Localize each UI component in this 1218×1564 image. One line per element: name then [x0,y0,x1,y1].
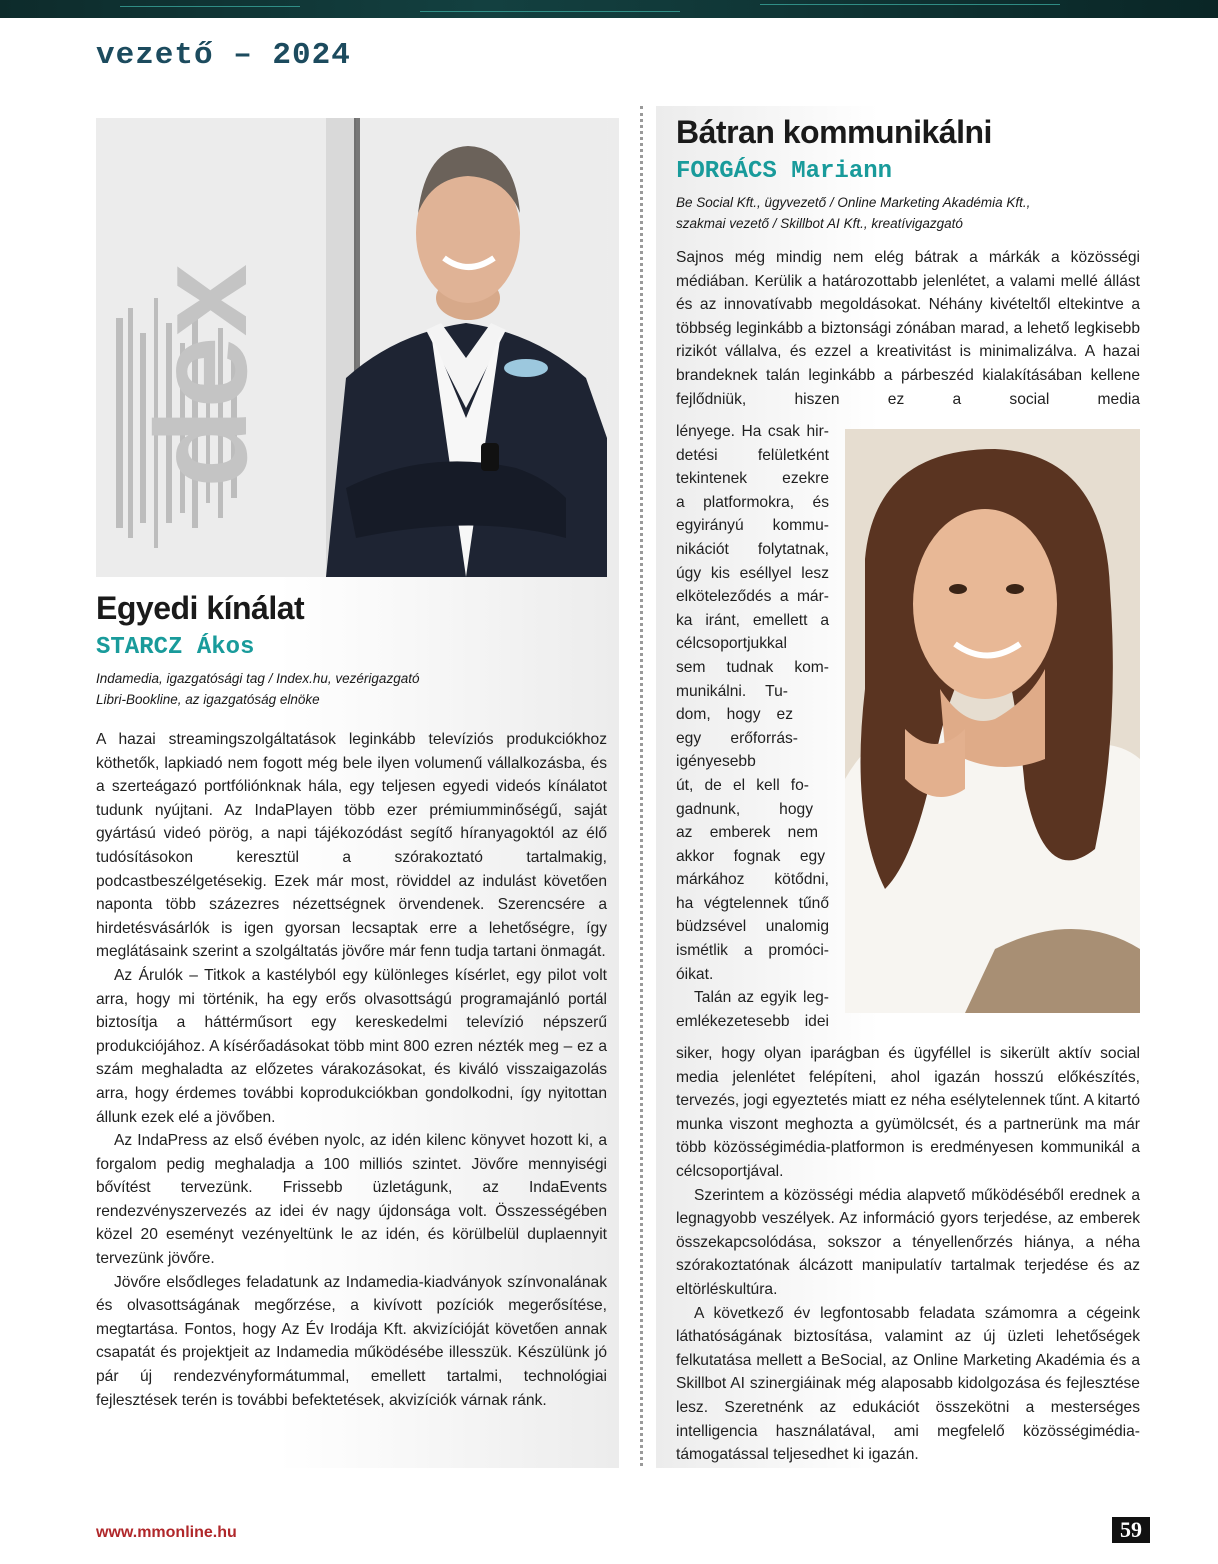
text-line: Talán az egyik leg- [694,989,829,1007]
text-line: sem tudnak kom- [676,658,829,676]
text-line: elköteleződés a már- [676,588,829,606]
text-line: büdzsével unalomig [676,918,829,936]
text-line: egyirányú kommu- [676,517,829,535]
left-article-role [96,668,419,710]
paragraph: Jövőre elsődleges feladatunk az Indamedia-kiadványok színvonalának és olvasottságának megőrzése, a kivívott pozíciók megerősítése, megtartása. Fontos, hogy Az Év Irodája Kft. akvizícióját követően annak csapatát és projektjeit az Indamedia működésébe illesszük. Készülünk jó pár új rendezvényformátummal, emellett tartalmi, technológiai fejlesztések terén is további befektetések, akvizíciók várnak ránk. [96,1273,607,1409]
text-line: dom, hogy ez [676,706,793,724]
paragraph: A következő év legfontosabb feladata számomra a cégeink láthatóságának biztosítása, valamint az új üzleti lehetőségek felkutatása mellett a BeSocial, az Online Marketing Akadémia és a Skillbot AI szinergiáinak még alaposabb kidolgozása és fejlesztése lesz. Szeretnénk az edukációt összekötni a mesterséges intelligencia használatával, ami megfelelő közösségimédia-támogatással teljesedhet ki igazán. [676,1304,1140,1464]
text-line: ha végtelennek tűnő [676,894,829,912]
text-line: gadnunk, hogy [676,800,813,818]
text-line: a platformokra, és [676,493,829,511]
role-line: szakmai vezető / Skillbot AI Kft., kreatívigazgató [676,216,963,231]
text-line: akkor fognak egy [676,847,825,865]
svg-text:dex: dex [128,263,274,488]
right-article-body [676,1042,1140,1467]
paragraph: Az Árulók – Titkok a kastélyból egy különleges kísérlet, egy pilot volt arra, hogy mi történik, ha egy erős olvasottságú programajánló portál biztosítja a háttérműsort egy kereskedelmi televízió népszerű produkciójához. A kísérőadásokat több mint 800 ezren nézték meg – ez a szám meghaladta az előzetes várakozásokat, és kiváló visszaigazolás arra, hogy érdemes további koprodukciókban gondolkodni, így nyitottan állunk ezek elé a jövőben. [96,966,607,1126]
left-article-body [96,728,607,1412]
banner-streak [760,4,1060,5]
text-line: az emberek nem [676,824,818,842]
text-line: út, de el kell fo- [676,776,809,794]
paragraph: Sajnos még mindig nem elég bátrak a márkák a közösségi médiában. Kerülik a határozottabb jelenlétet, a valami mellé állást és az innovatívabb megoldásokat. Néhány kivételtől eltekintve a többség leginkább a biztonsági zónában marad, a lehető legkisebb rizikót vállalva, és ezzel a kreativitást is minimalizálva. A hazai brandeknek talán leginkább a párbeszéd kialakításában kellene fejlődniük, hiszen ez a social media [676,249,1140,408]
right-article-intro [676,246,1140,411]
forgacs-portrait-illustration [845,429,1140,1013]
top-banner [0,0,1218,18]
banner-streak [420,11,680,12]
text-line: úgy kis eséllyel lesz [676,564,829,582]
text-line: ka iránt, emellett a [676,611,829,629]
left-article-person-name: STARCZ Ákos [96,634,255,661]
section-title: vezető – 2024 [96,38,351,73]
footer-url[interactable]: www.mmonline.hu [96,1524,237,1541]
role-line: Be Social Kft., ügyvezető / Online Marketing Akadémia Kft., [676,195,1031,210]
text-line: egy erőforrás- [676,729,798,747]
text-line: munikálni. Tu- [676,682,788,700]
right-article-role [676,192,1030,234]
text-line: tekintenek ezekre [676,470,829,488]
text-line: nikációt folytatnak, [676,540,829,558]
role-line: Indamedia, igazgatósági tag / Index.hu, vezérigazgató [96,671,420,686]
text-line: emlékezetesebb idei [676,1012,829,1030]
left-article-title: Egyedi kínálat [96,590,305,626]
right-article-person-name: FORGÁCS Mariann [676,158,893,185]
column-divider [640,106,643,1466]
text-line: óikat. [676,965,714,983]
starcz-portrait-illustration [96,118,607,577]
paragraph: Az IndaPress az első évében nyolc, az idén kilenc könyvet hozott ki, a forgalom pedig meghaladja a 100 milliós szintet. Jövőre mennyiségi bővítést tervezünk. Frissebb üzletágunk, az IndaEvents rendezvényszervezés az idei év nagy újdonsága volt. Összességében közel 20 eseményt vezényeltünk le az idén, és körülbelül duplaennyit tervezünk jövőre. [96,1132,607,1268]
starcz-portrait-photo [96,118,607,577]
banner-streak [120,6,300,7]
text-line: márkához kötődni, [676,871,829,889]
role-line: Libri-Bookline, az igazgatóság elnöke [96,692,320,707]
right-article-narrow-text [676,420,829,1033]
paragraph: A hazai streamingszolgáltatások leginkább televíziós produkciókhoz köthetők, lapkiadó nem fogott még bele ilyen volumenű vállalkozásba, és a szerteágazó portfóliónknak hála, egy teljesen egyedi videós kínálatot tudunk nyújtani. Az IndaPlayen több ezer prémiumminőségű, saját gyártású videó pörög, a napi tájékozódást segítő híranyagoktól az élő tudósításokon keresztül a szórakoztató tartalmakig, podcastbeszélgetésekig. Ezek már most, röviddel az indulást követően naponta több százezres nézettségnek örvendenek. Szerencsére a hirdetésvásárlók is igen gyorsan lecsaptak erre a lehetőségre, így meglátásaink szerint a szolgáltatás jövőre már fenn tudja tartani önmagát. [96,731,607,961]
text-line: detési felületként [676,446,829,464]
text-line: igényesebb [676,753,756,771]
text-line: ismétlik a promóci- [676,942,829,960]
text-line: lényege. Ha csak hir- [676,423,829,440]
page-number: 59 [1112,1517,1150,1543]
right-article-title: Bátran kommunikálni [676,114,992,150]
paragraph: Szerintem a közösségi média alapvető működéséből erednek a legnagyobb veszélyek. Az információ gyors terjedése, az emberek összekapcsolódása, sokszor a tényellenőrzés hiánya, a néha szórakoztatónak álcázott manipulatív tartalmak terjedése és az eltörléskultúra. [676,1186,1140,1298]
text-line: célcsoportjukkal [676,635,787,653]
forgacs-portrait-photo [845,429,1140,1013]
paragraph: siker, hogy olyan iparágban és ügyféllel is sikerült aktív social media jelenlétet felépíteni, ahol igazán hosszú előkészítés, tervezés, jogi egyeztetés miatt ez néha esélytelennek tűnt. A kitartó munka viszont meghozta a gyümölcsét, és a partnerünk ma már több közösségimédia-platformon is eredményesen kommunikál a célcsoportjával. [676,1045,1140,1180]
